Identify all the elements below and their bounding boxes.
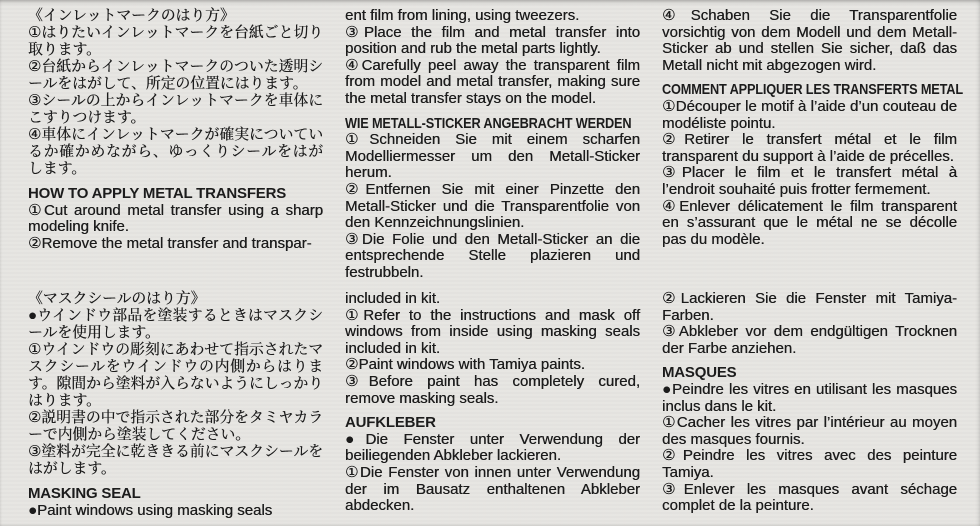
de-step-2: ②Lackieren Sie die Fenster mit Tamiya-Farben. (662, 290, 957, 324)
en-step-4: ④Carefully peel away the transparent film from model and metal transfer, making sure the metal transfer stays on the model. (345, 56, 640, 107)
metal-col-english-german (345, 8, 640, 282)
jp-section-title: 《インレットマークのはり方》 (28, 8, 235, 24)
de-step-1: ①Schneiden Sie mit einem scharfen Modelliermesser um den Metall-Sticker herum. (345, 131, 640, 182)
jp-step-2: ②台紙からインレットマークのついた透明シールをはがして、所定の位置にはります。 (28, 59, 323, 92)
de-step-4: ④Schaben Sie die Transparentfolie vorsichtig von dem Modell und dem Metall-Sticker ab und stellen Sie sicher, daß das Metall nicht mit abgezogen wird. (662, 7, 957, 74)
de-note: ●Die Fenster unter Verwendung der beiliegenden Abkleber lackieren. (345, 430, 640, 465)
jp-step-2: ②説明書の中で指示された部分をタミヤカラーで内側から塗装してください。 (28, 410, 323, 443)
en-heading-metal-transfers: HOW TO APPLY METAL TRANSFERS (28, 185, 287, 202)
de-heading-aufkleber: AUFKLEBER (345, 414, 436, 432)
fr-heading-transferts-metal: COMMENT APPLIQUER LES TRANSFERTS METAL (662, 81, 963, 99)
en-step-2: ②Paint windows with Tamiya paints. (345, 356, 585, 374)
jp-step-3: ③塗料が完全に乾ききる前にマスクシールをはがします。 (28, 444, 323, 477)
fr-note: ●Peindre les vitres en utilisant les masques inclus dans le kit. (662, 380, 957, 415)
de-step-1: ①Die Fenster von innen unter Verwendung der im Bausatz enthaltenen Abkleber abdecken. (345, 463, 640, 515)
masking-seal-section (28, 291, 957, 519)
fr-step-3: ③Placer le film et le transfert métal à l’endroit souhaité puis frotter fermement. (662, 164, 957, 198)
de-step-3: ③Die Folie und den Metall-Sticker an die entsprechende Stelle plazieren und festrubbeln. (345, 230, 640, 281)
fr-step-2: ②Peindre les vitres avec des peinture Tamiya. (662, 447, 957, 481)
jp-step-4: ④車体にインレットマークが確実についているか確かめながら、ゆっくりシールをはがします。 (28, 127, 323, 177)
en-step-3: ③Place the film and metal transfer into position and rub the metal parts lightly. (345, 23, 640, 58)
en-step-3: ③Before paint has completely cured, remove masking seals. (345, 372, 640, 407)
metal-col-german-french (662, 7, 963, 282)
jp-section-title: 《マスクシールのはり方》 (28, 291, 206, 307)
jp-step-1: ①はりたいインレットマークを台紙ごと切り取ります。 (28, 25, 323, 58)
de-heading-metal-sticker: WIE METALL-STICKER ANGEBRACHT WERDEN (345, 114, 632, 132)
metal-transfer-section (28, 7, 963, 282)
en-step-2-part: ②Remove the metal transfer and transpar- (28, 234, 312, 252)
fr-step-2: ②Retirer le transfert métal et le film transparent du support à l’aide de précelles. (662, 131, 957, 165)
mask-col-japanese (28, 291, 323, 519)
en-step-1: ①Cut around metal transfer using a sharp modeling knife. (28, 201, 323, 236)
de-step-3: ③Abkleber vor dem endgültigen Trocknen der Farbe anziehen. (662, 323, 957, 357)
en-step-1: ①Refer to the instructions and mask off windows from inside using masking seals included in kit. (345, 306, 640, 357)
en-step-2-continued: ent film from lining, using tweezers. (345, 7, 580, 24)
en-note-part: ●Paint windows using masking seals (28, 501, 273, 519)
metal-col-japanese (28, 8, 323, 282)
fr-step-4: ④Enlever délicatement le film transparent en s’assurant que le métal ne se décolle pas du modèle. (662, 197, 957, 248)
fr-step-3: ③Enlever les masques avant séchage complet de la peinture. (662, 480, 957, 515)
mask-col-english-german (345, 291, 640, 519)
fr-step-1: ①Découper le motif à l’aide d’un couteau de modéliste pointu. (662, 97, 957, 132)
de-step-2: ②Entfernen Sie mit einer Pinzette den Metall-Sticker und die Transparentfolie von den Kennzeichnungslinien. (345, 180, 640, 232)
en-heading-masking-seal: MASKING SEAL (28, 485, 141, 502)
jp-note: ●ウインドウ部品を塗装するときはマスクシールを使用します。 (28, 308, 323, 341)
jp-step-3: ③シールの上からインレットマークを車体にこすりつけます。 (28, 93, 323, 126)
fr-step-1: ①Cacher les vitres par l’intérieur au moyen des masques fournis. (662, 414, 957, 448)
mask-col-german-french (662, 291, 957, 519)
jp-step-1: ①ウインドウの彫刻にあわせて指示されたマスクシールをウインドウの内側からはります。隙間から塗料が入らないようにしっかりはります。 (28, 342, 323, 409)
fr-heading-masques: MASQUES (662, 364, 737, 382)
en-note-continued: included in kit. (345, 290, 441, 307)
